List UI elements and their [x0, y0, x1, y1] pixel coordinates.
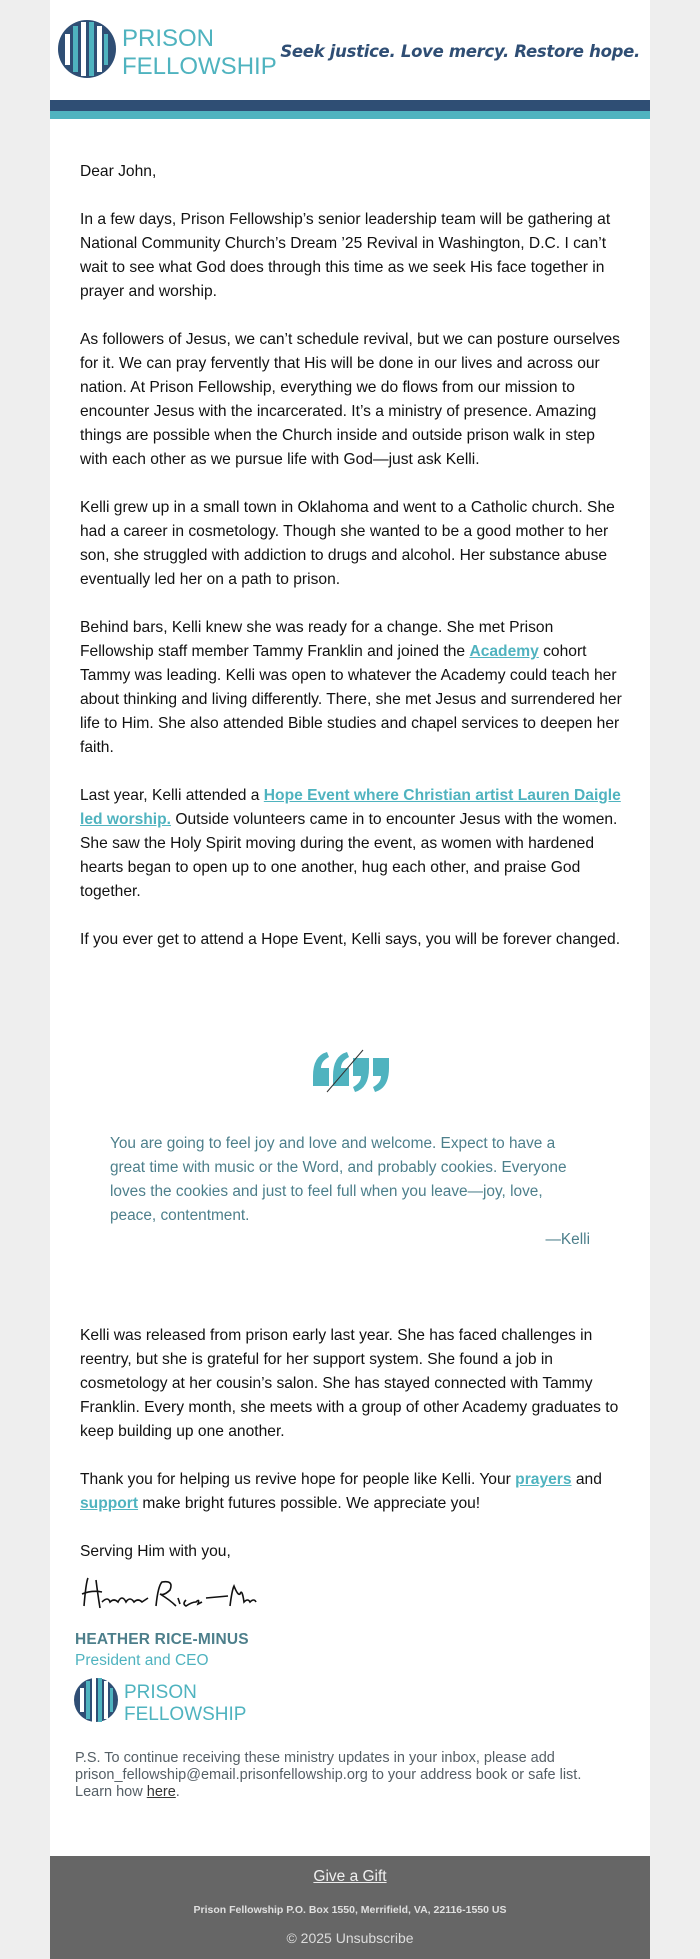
- hope-event-link[interactable]: Hope Event where Christian artist Lauren Daigle led worship.: [80, 787, 621, 828]
- header-divider-teal: [50, 111, 650, 119]
- signer-name: HEATHER RICE-MINUS: [75, 1631, 249, 1648]
- tagline: Seek justice. Love mercy. Restore hope.: [280, 42, 640, 61]
- paragraph-7: Kelli was released from prison early last year. She has faced challenges in reentry, but she is grateful for her support system. She found a job in cosmetology at her cousin’s salon. She has stayed connected with Tammy Franklin. Every month, she meets with a group of other Academy graduates to keep building up one another.: [80, 1327, 619, 1440]
- prison-fellowship-logo-small[interactable]: [74, 1675, 254, 1725]
- handwritten-signature: [78, 1572, 258, 1616]
- svg-text:FELLOWSHIP: FELLOWSHIP: [124, 1704, 247, 1725]
- email-header: [50, 0, 650, 100]
- quote-text: [110, 1132, 590, 1252]
- letter-body: [80, 160, 625, 976]
- closing: Serving Him with you,: [80, 1543, 231, 1560]
- svg-text:PRISON: PRISON: [122, 25, 215, 52]
- postscript: P.S. To continue receiving these ministry updates in your inbox, please add prison_fellowship@email.prisonfellowship.org to your address book or safe list. Learn how here.: [75, 1750, 582, 1800]
- paragraph-3: Kelli grew up in a small town in Oklahoma and went to a Catholic church. She had a career in cosmetology. Though she wanted to be a good mother to her son, she struggled with addiction to drugs and alcohol. Her substance abuse eventually led her on a path to prison.: [80, 499, 615, 588]
- prayers-link[interactable]: prayers: [515, 1471, 572, 1488]
- prison-fellowship-logo[interactable]: [58, 18, 283, 80]
- greeting: Dear John,: [80, 163, 157, 180]
- email-footer: [50, 1856, 650, 1959]
- learn-how-link[interactable]: here: [146, 1784, 176, 1800]
- quote-mark-icon: [309, 1048, 389, 1096]
- mailing-address: Prison Fellowship P.O. Box 1550, Merrifield, VA, 22116-1550 US: [193, 1904, 507, 1916]
- email-container: [50, 0, 650, 1959]
- give-a-gift-link[interactable]: Give a Gift: [313, 1868, 387, 1885]
- paragraph-4: Behind bars, Kelli knew she was ready for a change. She met Prison Fellowship staff member Tammy Franklin and joined the Academy cohort Tammy was leading. Kelli was open to whatever the Academy could teach her about thinking and living differently. There, she met Jesus and surrendered her life to Him. She also attended Bible studies and chapel services to deepen her faith.: [80, 619, 622, 756]
- paragraph-6: If you ever get to attend a Hope Event, Kelli says, you will be forever changed.: [80, 931, 621, 948]
- svg-text:PRISON: PRISON: [124, 1682, 197, 1703]
- svg-text:FELLOWSHIP: FELLOWSHIP: [122, 53, 277, 80]
- academy-link[interactable]: Academy: [469, 643, 539, 660]
- copyright-unsubscribe[interactable]: © 2025 Unsubscribe: [286, 1930, 414, 1946]
- support-link[interactable]: support: [80, 1495, 139, 1512]
- quote-author: —Kelli: [545, 1231, 590, 1248]
- pull-quote: [50, 1040, 650, 1280]
- paragraph-8: Thank you for helping us revive hope for people like Kelli. Your prayers and support make bright futures possible. We appreciate you!: [80, 1471, 602, 1512]
- paragraph-2: As followers of Jesus, we can’t schedule revival, but we can posture ourselves for it. We can pray fervently that His will be done in our lives and across our nation. At Prison Fellowship, everything we do flows from our mission to encounter Jesus with the incarcerated. It’s a ministry of presence. Amazing things are possible when the Church inside and outside prison walk in step with each other as we pursue life with God—just ask Kelli.: [80, 331, 620, 468]
- paragraph-5: Last year, Kelli attended a Hope Event where Christian artist Lauren Daigle led worship. Outside volunteers came in to encounter Jesus with the women. She saw the Holy Spirit moving during the event, as women with hardened hearts began to open up to one another, hug each other, and praise God together.: [80, 787, 621, 900]
- paragraph-1: In a few days, Prison Fellowship’s senior leadership team will be gathering at National Community Church’s Dream ’25 Revival in Washington, D.C. I can’t wait to see what God does through this time as we seek His face together in prayer and worship.: [80, 211, 611, 300]
- letter-body-continued: [80, 1324, 625, 1588]
- signer-title: President and CEO: [75, 1652, 209, 1669]
- header-divider-dark: [50, 100, 650, 111]
- quote-body: You are going to feel joy and love and welcome. Expect to have a great time with music or the Word, and probably cookies. Everyone loves the cookies and just to feel full when you leave—joy, love, peace, contentment.: [110, 1135, 567, 1224]
